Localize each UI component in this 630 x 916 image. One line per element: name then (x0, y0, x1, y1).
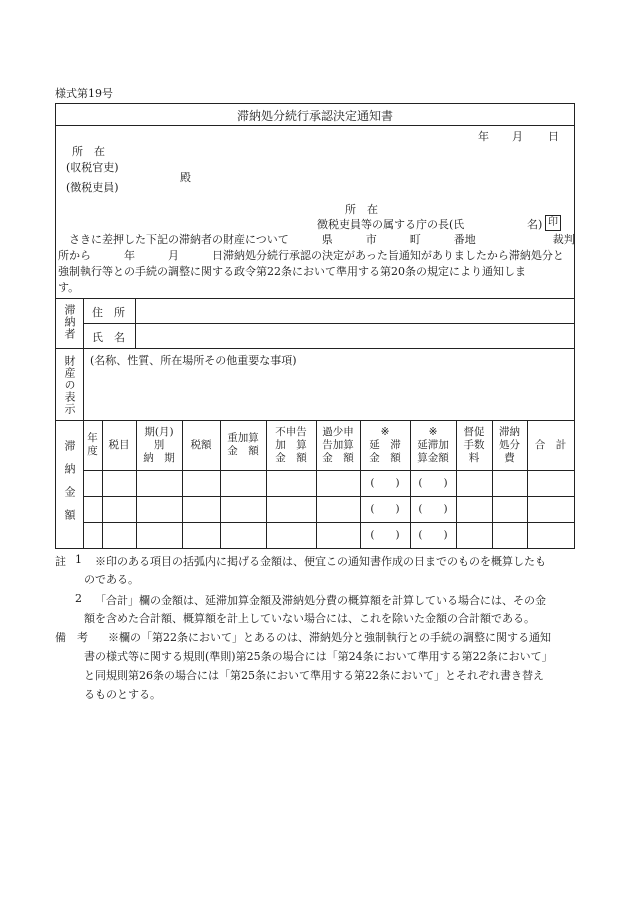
amount-header-text: 税目 (108, 438, 130, 451)
amount-header-text: 処分 (499, 438, 520, 451)
amount-header-cell (83, 420, 102, 470)
amount-header-cell (136, 420, 182, 470)
sender-address-label: 所 在 (345, 203, 378, 216)
remark-line-4: るものとする。 (84, 688, 161, 701)
amount-header-text: 不申告 (275, 425, 307, 438)
frame-bottom (55, 548, 575, 549)
amount-bracket-cell: ( ) (418, 502, 448, 515)
remark-label: 備 考 (55, 631, 88, 644)
note2-line-2: 額を含めた合計額、概算額を計上していない場合には、これを除いた金額の合計額である。 (84, 612, 535, 625)
amount-header-text: 重加算 (227, 432, 259, 444)
amount-bracket-cell: ( ) (370, 476, 400, 489)
property-note: (名称、性質、所在場所その他重要な事項) (90, 354, 297, 367)
note2-number: 2 (75, 592, 82, 605)
note1-number: 1 (75, 553, 82, 566)
taxpayer-mid-line (83, 323, 575, 324)
body-line-3: 強制執行等との手続の調整に関する政令第22条において準用する第20条の規定により通知しま (58, 265, 526, 278)
sender-name-suffix: 名) (527, 218, 543, 231)
amount-bracket-cell: ( ) (418, 476, 448, 489)
form-number: 様式第19号 (55, 87, 113, 100)
date-day: 日 (548, 130, 559, 143)
amount-row-line (83, 522, 575, 523)
amount-header-text: 督促 (463, 425, 485, 438)
amount-header-text: 金 額 (275, 451, 307, 464)
amount-header-text: 納 期 (143, 451, 175, 464)
remark-line-2: 書の様式等に関する規則(準則)第25条の場合には「第24条において準用する第22条において」 (84, 650, 553, 663)
recipient-tax-official: (徴税吏員) (66, 181, 119, 194)
amount-header-text: 年 (87, 432, 98, 444)
taxpayer-top-line (55, 298, 575, 299)
amount-header-text: 金 額 (369, 451, 401, 464)
amount-bracket-cell: ( ) (418, 528, 448, 541)
recipient-honorific: 殿 (180, 171, 191, 184)
amount-header-text: 合 計 (534, 438, 567, 451)
amount-header-text: 金 額 (227, 445, 259, 457)
body-line-1: さきに差押した下記の滞納者の財産について 県 市 町 番地 裁判 (58, 233, 575, 246)
amount-row-line (83, 470, 575, 471)
seal-mark: 印 (545, 215, 561, 231)
amount-header-text: 費 (504, 451, 515, 464)
taxpayer-name-label: 氏 名 (92, 331, 125, 344)
amount-header-cell (456, 420, 492, 470)
document-title: 滞納処分続行承認決定通知書 (236, 109, 393, 123)
amount-header-text: 料 (468, 451, 480, 464)
amount-header-text: 滞納 (499, 425, 520, 438)
frame-right (574, 103, 575, 549)
note1-line-1: ※印のある項目の括弧内に掲げる金額は、便宜この通知書作成の日までのものを概算したも (95, 555, 546, 568)
amount-header-cell (360, 420, 410, 470)
amount-header-cell (316, 420, 360, 470)
taxpayer-section-char: 滞納者 (63, 304, 76, 340)
remark-line-1: ※欄の「第22条において」とあるのは、滞納処分と強制執行との手続の調整に関する通知 (108, 631, 551, 644)
property-section-label (55, 355, 83, 415)
amount-header-cell (527, 420, 574, 470)
amount-header-cell (182, 420, 220, 470)
recipient-collector: (収税官吏) (66, 161, 119, 174)
amount-header-text: ※ (380, 425, 390, 438)
amount-section-label (55, 440, 83, 532)
amount-header-cell (410, 420, 456, 470)
amount-header-text: 算金額 (417, 451, 449, 464)
amount-header-text: 告加算 (322, 438, 354, 451)
amount-header-text: 税額 (190, 438, 212, 451)
amount-header-text: 手数 (463, 438, 485, 451)
note2-line-1: 「合計」欄の金額は、延滞加算金額及滞納処分費の概算額を計算している場合には、その金 (95, 594, 546, 607)
amount-header-cell (266, 420, 316, 470)
amount-bracket-cell: ( ) (370, 502, 400, 515)
date-year: 年 (478, 130, 489, 143)
amount-header-text: 加 算 (275, 438, 307, 451)
amount-header-cell (102, 420, 136, 470)
date-month: 月 (512, 130, 523, 143)
amount-header-text: ※ (428, 425, 438, 438)
property-section-text: 財産の表示 (63, 355, 76, 415)
amount-header-cell (492, 420, 527, 470)
sender-agency-head: 徴税吏員等の属する庁の長(氏 (317, 218, 465, 231)
amount-row-line (83, 496, 575, 497)
amount-header-text: 過少申 (322, 425, 354, 438)
taxpayer-section-label (55, 304, 83, 340)
taxpayer-address-label: 住 所 (92, 306, 125, 319)
recipient-address-label: 所 在 (72, 145, 105, 158)
amount-header-cell (220, 420, 266, 470)
amount-header-text: 延滞加 (417, 438, 449, 451)
amount-header-text: 期(月) (144, 425, 174, 438)
body-line-4: す。 (58, 281, 80, 294)
amount-header-text: 度 (87, 445, 98, 457)
amount-bracket-cell: ( ) (370, 528, 400, 541)
title-divider (55, 125, 575, 126)
frame-top (55, 103, 575, 104)
note-label: 註 (55, 555, 66, 568)
remark-line-3: と同規則第26条の場合には「第25条において準用する第22条において」とそれぞれ書き替え (84, 669, 544, 682)
amount-header-text: 金 額 (322, 451, 354, 464)
amount-header-text: 別 (153, 438, 165, 451)
note1-line-2: のである。 (84, 573, 139, 586)
amount-header-text: 延 滞 (369, 438, 401, 451)
property-top-line (55, 348, 575, 349)
body-line-2: 所から 年 月 日滞納処分続行承認の決定があった旨通知がありましたから滞納処分と (58, 249, 564, 262)
amount-section-text: 滞納金額 (63, 440, 76, 532)
